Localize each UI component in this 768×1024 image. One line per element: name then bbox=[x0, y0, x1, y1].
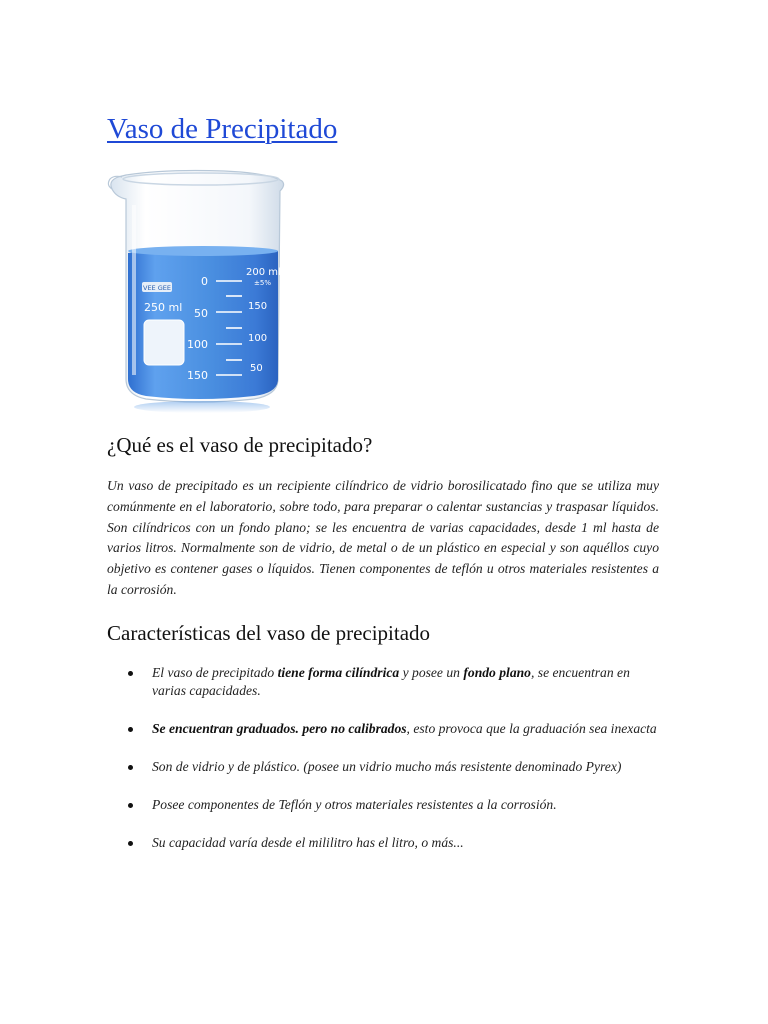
beaker-image bbox=[104, 165, 290, 415]
scale-right-sub: ±5% bbox=[254, 279, 271, 287]
scale-right-0: 200 ml bbox=[246, 267, 281, 278]
scale-left-2: 100 bbox=[187, 338, 208, 351]
title-link[interactable]: Vaso de Precipitado bbox=[107, 113, 338, 145]
scale-left-0: 0 bbox=[201, 275, 208, 288]
page-title bbox=[107, 110, 337, 148]
intro-paragraph: Un vaso de precipitado es un recipiente cilíndrico de vidrio borosilicatado fino que se utiliza muy comúnmente en el laboratorio, sobre todo, para preparar o calentar sustancias y traspasar líquidos. Son cilíndricos con un fondo plano; se les encuentra de varias capacidades, desde 1 ml hasta de varios litros. Normalmente son de vidrio, de metal o de un plástico en especial y son aquéllos cuyo objetivo es contener gases o líquidos. Tienen componentes de teflón u otros materiales resistentes a la corrosión. bbox=[107, 478, 659, 597]
section-heading-que-es: ¿Qué es el vaso de precipitado? bbox=[107, 433, 373, 457]
scale-left-1: 50 bbox=[194, 307, 208, 320]
features-list bbox=[107, 664, 659, 852]
scale-right-2: 100 bbox=[248, 333, 268, 344]
list-item: El vaso de precipitado tiene forma cilíndrica y posee un fondo plano, se encuentran en varias capacidades. bbox=[107, 664, 659, 700]
section-heading-caracteristicas: Características del vaso de precipitado bbox=[107, 621, 431, 645]
list-item: Posee componentes de Teflón y otros materiales resistentes a la corrosión. bbox=[107, 796, 659, 814]
scale-right-3: 50 bbox=[250, 363, 263, 374]
capacity-label: 250 ml bbox=[144, 301, 183, 314]
scale-right-1: 150 bbox=[248, 301, 268, 312]
list-item: Son de vidrio y de plástico. (posee un vidrio mucho más resistente denominado Pyrex) bbox=[107, 758, 659, 776]
list-item: Su capacidad varía desde el mililitro has el litro, o más... bbox=[107, 834, 659, 852]
brand-label: VEE GEE bbox=[143, 284, 171, 292]
scale-left-3: 150 bbox=[187, 369, 208, 382]
list-item: Se encuentran graduados. pero no calibrados, esto provoca que la graduación sea inexacta bbox=[107, 720, 659, 738]
